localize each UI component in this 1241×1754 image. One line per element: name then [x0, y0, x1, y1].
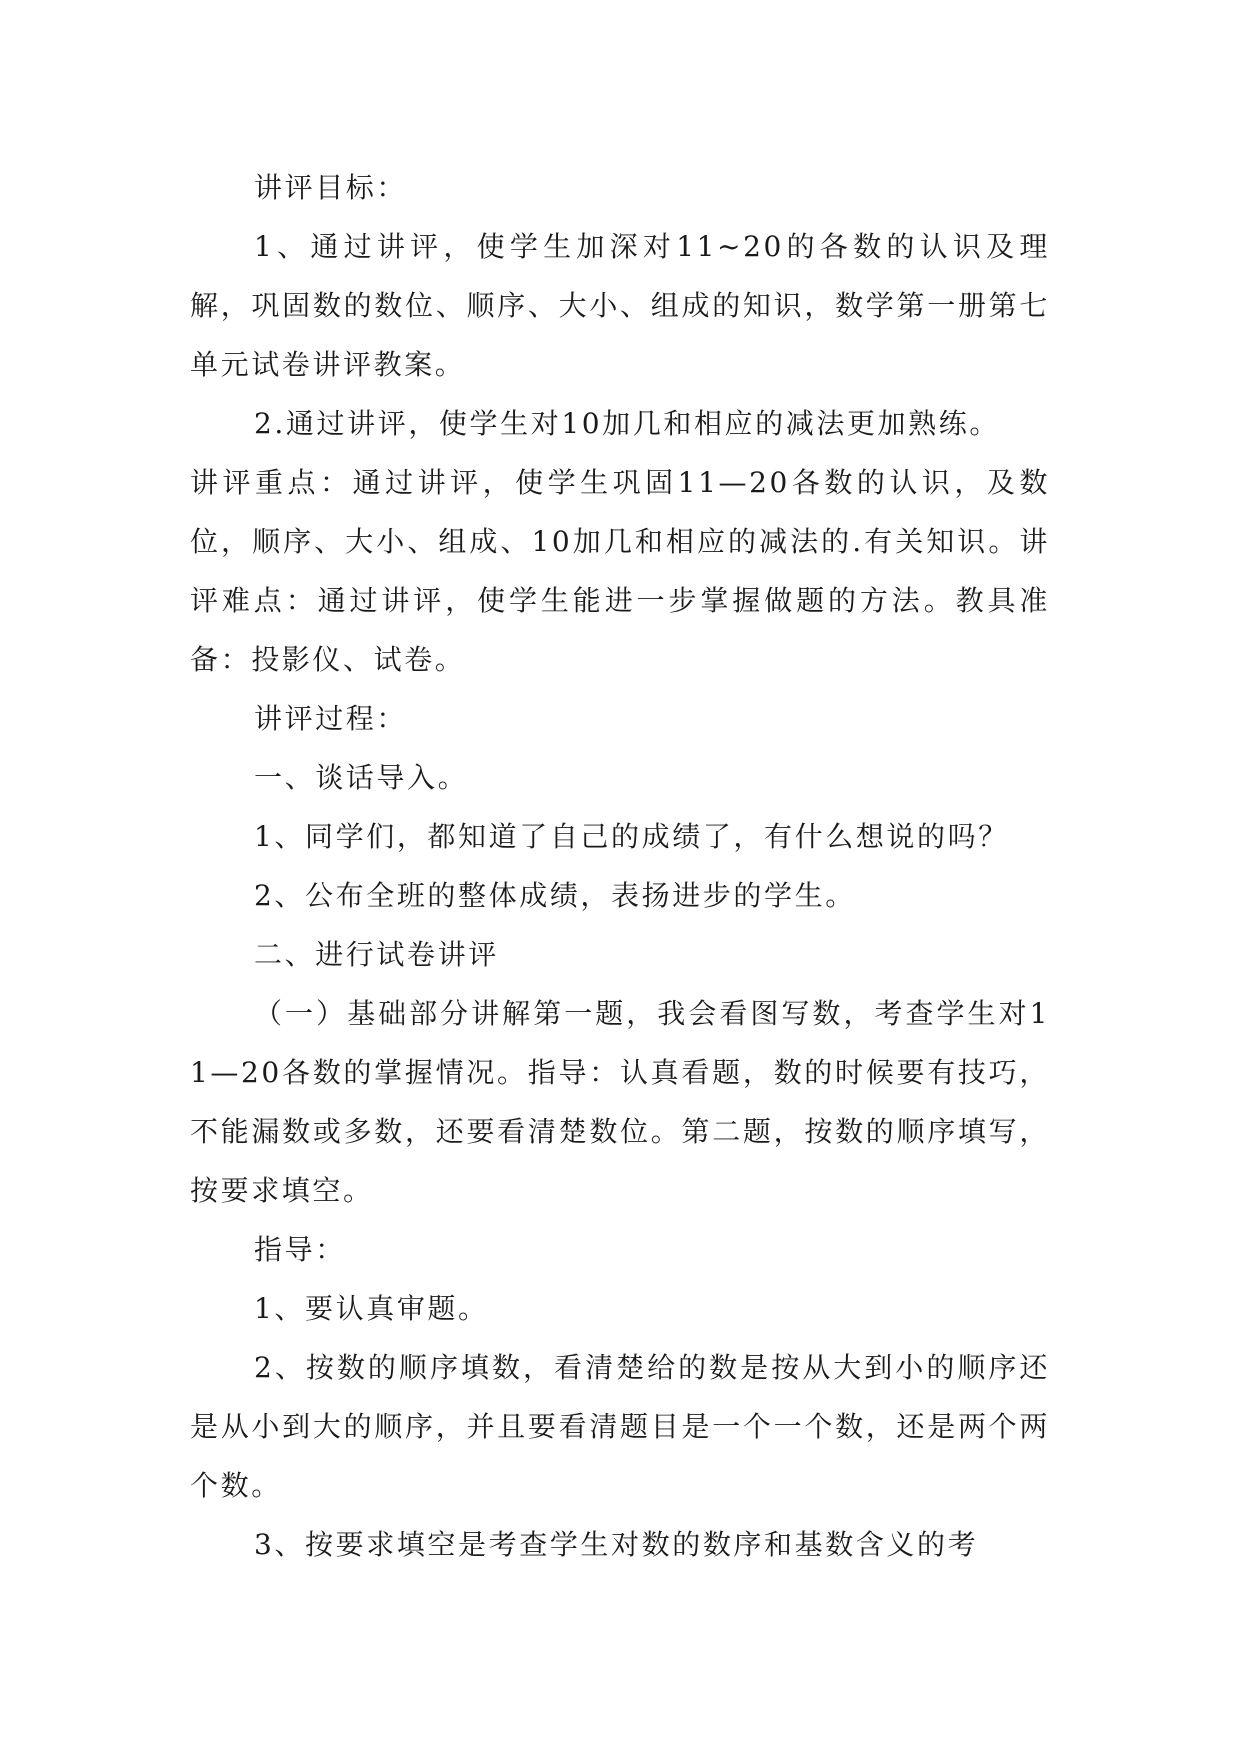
heading-process: 讲评过程：	[254, 702, 408, 735]
document-body	[190, 158, 1050, 1574]
objective-1: 1、通过讲评，使学生加深对11~20的各数的认识及理解，巩固数的数位、顺序、大小、组成的知识，数学第一册第七单元试卷讲评教案。	[190, 230, 1050, 381]
guidance-item-2: 2、按数的顺序填数，看清楚给的数是按从大到小的顺序还是从小到大的顺序，并且要看清题目是一个一个数，还是两个两个数。	[190, 1351, 1050, 1502]
section-2-heading: 二、进行试卷讲评	[254, 938, 499, 971]
guidance-item-3: 3、按要求填空是考查学生对数的数序和基数含义的考	[254, 1528, 979, 1561]
process-item-2: 2、公布全班的整体成绩，表扬进步的学生。	[254, 879, 856, 912]
basics-paragraph: （一）基础部分讲解第一题，我会看图写数，考查学生对11—20各数的掌握情况。指导：认真看题，数的时候要有技巧，不能漏数或多数，还要看清楚数位。第二题，按数的顺序填写，按要求填空。	[190, 997, 1050, 1207]
process-item-1: 1、同学们，都知道了自己的成绩了，有什么想说的吗？	[254, 820, 1009, 853]
key-points-paragraph: 讲评重点：通过讲评，使学生巩固11—20各数的认识，及数位，顺序、大小、组成、10加几和相应的减法的.有关知识。讲评难点：通过讲评，使学生能进一步掌握做题的方法。教具准备：投影仪、试卷。	[190, 466, 1050, 676]
guidance-heading: 指导：	[254, 1233, 346, 1266]
guidance-item-1: 1、要认真审题。	[254, 1292, 489, 1325]
objective-2: 2.通过讲评，使学生对10加几和相应的减法更加熟练。	[254, 407, 1000, 440]
section-1-heading: 一、谈话导入。	[254, 761, 469, 794]
heading-objectives: 讲评目标：	[254, 171, 408, 204]
